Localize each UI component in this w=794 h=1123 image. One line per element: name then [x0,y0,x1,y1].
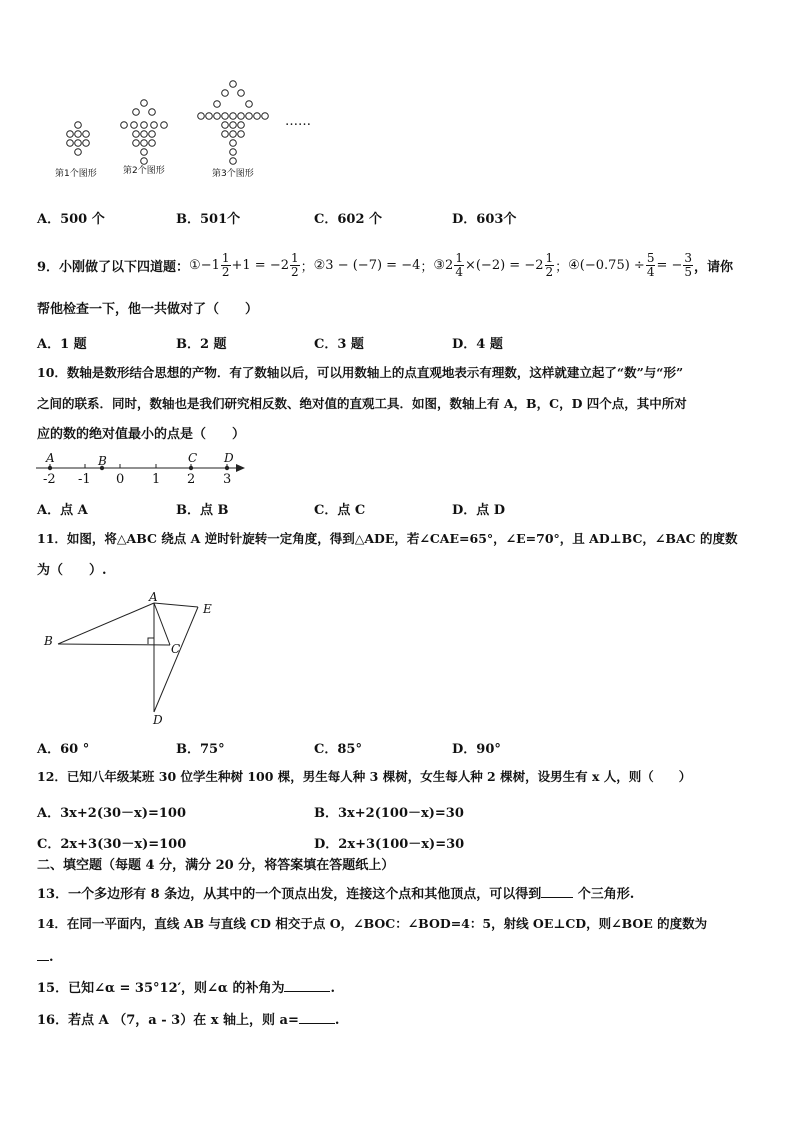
q9-prefix: 9．小刚做了以下四道题： [37,259,190,275]
q9-option-d: D．4 题 [452,337,503,352]
tick-label-neg1: -1 [78,472,91,487]
q9-question-line [37,250,733,280]
q9-expr-1b: +1 = −2 [231,257,289,273]
q8-option-b: B．501个 [176,212,241,227]
q11-line-2: 为（ ）. [37,563,107,578]
q11-line-1: 11．如图，将△ABC 绕点 A 逆时针旋转一定角度，得到△ADE，若∠CAE=65°，∠E=70°，且 AD⊥BC，∠BAC 的度数 [37,531,738,546]
q14-line-2 [37,948,54,966]
q9-frac-3: $\frac{1}{4}$ [455,250,463,279]
q15-line [37,979,335,997]
vertex-d-label: D [153,713,163,727]
vertex-b-label: B [44,634,53,648]
q9-frac-1: $\frac{1}{2}$ [221,250,230,279]
q9-expr-2: ②3 − (−7) = −4 [313,257,421,273]
figure-ellipsis: …… [285,114,311,129]
q11-option-b: B．75° [176,742,225,757]
q9-frac-5: $\frac{5}{4}$ [646,250,655,279]
q9-expr-3b: ×(−2) = −2 [464,257,544,273]
q8-option-d: D．603个 [452,212,517,227]
q13-text-b: 个三角形. [573,887,635,902]
q16-answer-blank[interactable] [299,1011,335,1024]
tick-label-1: 1 [152,472,161,487]
tick-label-neg2: -2 [43,472,56,487]
figure-3-caption: 第3个图形 [212,169,254,179]
q15-answer-blank[interactable] [284,979,330,992]
q9-expr-3a: ③2 [433,257,454,273]
q13-answer-blank[interactable] [541,885,573,898]
q9-expr-1a: ①−1 [189,257,220,273]
q11-option-d: D．90° [452,742,501,757]
q10-option-a: A．点 A [37,503,88,518]
q9-sep-1: ； [300,259,314,275]
q12-option-d: D．2x+3(100－x)=30 [314,837,465,852]
q8-option-a: A．500 个 [37,212,105,227]
q9-suffix: ，请你 [694,259,734,275]
q14-line-2-end: . [49,950,54,965]
q16-line [37,1011,339,1029]
q13-text-a: 13．一个多边形有 8 条边，从其中的一个顶点出发，连接这个点和其他顶点，可以得到 [37,887,542,902]
q11-option-c: C．85° [314,742,362,757]
tick-label-3: 3 [223,472,232,487]
q9-line-2: 帮他检查一下，他一共做对了（ ） [37,302,259,317]
q16-text-b: . [334,1013,340,1028]
q11-option-a: A．60 ° [37,742,90,757]
q9-frac-6: $\frac{3}{5}$ [684,250,693,279]
vertex-c-label: C [171,642,181,656]
q14-line-1: 14．在同一平面内，直线 AB 与直线 CD 相交于点 O，∠BOC：∠BOD=4：5，射线 OE⊥CD，则∠BOE 的度数为 [37,916,708,931]
q8-option-c: C．602 个 [314,212,383,227]
q16-text-a: 16．若点 A （7，a - 3）在 x 轴上，则 a= [37,1013,299,1028]
q9-expr-4b: = − [656,257,683,273]
q9-sep-2: ； [420,259,434,275]
q10-line-1: 10．数轴是数形结合思想的产物．有了数轴以后，可以用数轴上的点直观地表示有理数，这样就建立起了“数”与“形” [37,365,684,380]
q10-option-c: C．点 C [314,503,366,518]
q14-answer-blank[interactable] [37,948,49,961]
point-d-label: D [224,451,234,465]
q9-frac-2: $\frac{1}{2}$ [291,250,299,279]
q10-option-b: B．点 B [176,503,229,518]
figure-1-caption: 第1个图形 [55,169,97,179]
point-a-label: A [46,451,55,465]
q10-option-d: D．点 D [452,503,506,518]
q9-sep-3: ； [555,259,569,275]
q15-text-a: 15．已知∠α = 35°12′，则∠α 的补角为 [37,981,285,996]
triangle-figure [40,590,230,730]
q15-text-b: . [330,981,335,996]
q9-frac-4: $\frac{1}{2}$ [545,250,554,279]
q12-option-a: A．3x+2(30－x)=100 [37,806,186,821]
q12-option-c: C．2x+3(30－x)=100 [37,837,187,852]
q13-line [37,885,634,903]
q9-expr-4a: ④(−0.75) ÷ [568,257,645,273]
q9-option-a: A．1 题 [37,337,87,352]
vertex-a-label: A [149,590,158,604]
q10-line-2: 之间的联系．同时，数轴也是我们研究相反数、绝对值的直观工具．如图，数轴上有 A，B，C，D 四个点，其中所对 [37,396,687,411]
tick-label-0: 0 [116,472,125,487]
q9-option-c: C．3 题 [314,337,364,352]
vertex-e-label: E [203,602,212,616]
q12-option-b: B．3x+2(100－x)=30 [314,806,464,821]
point-c-label: C [188,451,198,465]
section-2-heading: 二、填空题（每题 4 分，满分 20 分，将答案填在答题纸上） [37,858,395,873]
q9-option-b: B．2 题 [176,337,227,352]
q10-line-3: 应的数的绝对值最小的点是（ ） [37,427,246,442]
point-b-label: B [98,454,107,468]
tick-label-2: 2 [187,472,196,487]
q12-line-1: 12．已知八年级某班 30 位学生种树 100 棵，男生每人种 3 棵树，女生每人种 2 棵树，设男生有 x 人，则（ ） [37,769,692,784]
figure-2-caption: 第2个图形 [123,166,165,176]
